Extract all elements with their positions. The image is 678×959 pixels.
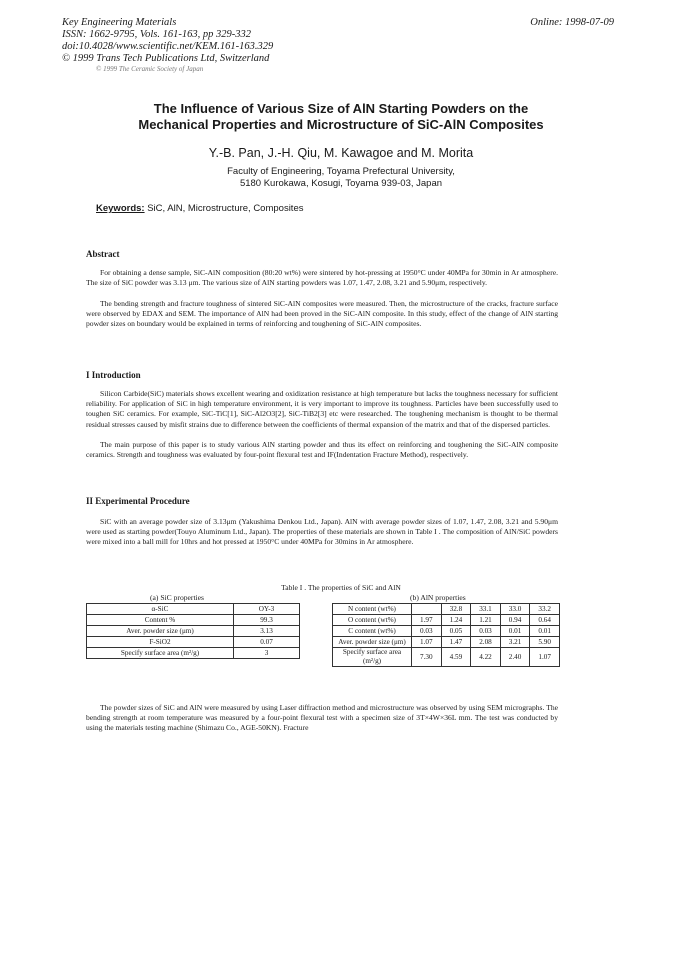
table-cell: 3.21 [500, 637, 530, 648]
table-cell: 99.3 [234, 615, 300, 626]
table-row [333, 626, 560, 637]
keywords-label: Keywords: [96, 203, 145, 214]
doi-line: doi:10.4028/www.scientific.net/KEM.161-163.329 [62, 41, 274, 52]
table-cell: 32.8 [441, 604, 471, 615]
table-a-subtitle: (a) SiC properties [150, 593, 204, 602]
table-cell: 2.40 [500, 648, 530, 667]
faint-society-line: © 1999 The Ceramic Society of Japan [96, 65, 204, 73]
table-cell: 33.0 [500, 604, 530, 615]
table-cell: Aver. powder size (μm) [87, 626, 234, 637]
table-b-subtitle: (b) AlN properties [410, 593, 466, 602]
table-cell: 0.03 [412, 626, 442, 637]
issn-line: ISSN: 1662-9795, Vols. 161-163, pp 329-332 [62, 29, 251, 40]
table-cell: 1.24 [441, 615, 471, 626]
table-cell: 4.59 [441, 648, 471, 667]
table-cell: Aver. powder size (μm) [333, 637, 412, 648]
table-cell: 5.90 [530, 637, 560, 648]
table-cell: 7.30 [412, 648, 442, 667]
table-row [87, 648, 300, 659]
table-row [87, 604, 300, 615]
table-row [333, 604, 560, 615]
table-cell: 4.22 [471, 648, 501, 667]
table-cell: 0.03 [471, 626, 501, 637]
intro-paragraph-1: Silicon Carbide(SiC) materials shows excellent wearing and oxidization resistance at high temperature but lacks the toughness necessary for sufficient reliability. For application of SiC in high temperature environment, it is very important to improve its toughness. Particles have been successfully used to toughen SiC ceramics. For example, SiC-TiC[1], SiC-Al2O3[2], SiC-TiB2[3] etc were researched. The toughening mechanism is thought to be thermal residual stresses caused by misfit strains due to difference between the coefficients of thermal expansion of the matrix and that of the dispersed particles. [86, 389, 558, 429]
author-list: Y.-B. Pan, J.-H. Qiu, M. Kawagoe and M. Morita [208, 146, 474, 160]
table-cell: 2.08 [471, 637, 501, 648]
table-cell: 0.64 [530, 615, 560, 626]
table-cell: 1.97 [412, 615, 442, 626]
intro-paragraph-2: The main purpose of this paper is to study various AlN starting powder and thus its effect on reinforcing and toughening the SiC-AlN composite ceramics. Strength and toughness was evaluated by four-point flexural test and IF(Indentation Fracture Method), respectively. [86, 440, 558, 460]
aln-properties-table [332, 603, 560, 667]
table-cell: 3 [234, 648, 300, 659]
experimental-paragraph-1: SiC with an average powder size of 3.13μm (Yakushima Denkou Ltd., Japan). AlN with average powder sizes of 1.07, 1.47, 2.08, 3.21 and 5.90μm were used as starting powder(Touyo Aluminum Ltd., Japan). The properties of these materials are shown in Table I . The composition of AlN/SiC powders were mixed into a ball mill for 10hrs and hot pressed at 1950°C under 40MPa for 30mins in Ar atmosphere. [86, 517, 558, 547]
table-cell [412, 604, 442, 615]
table-cell: 3.13 [234, 626, 300, 637]
journal-name: Key Engineering Materials [62, 17, 177, 28]
introduction-heading: I Introduction [86, 370, 141, 380]
table-cell: 0.07 [234, 637, 300, 648]
table-row [87, 626, 300, 637]
table-cell: 1.47 [441, 637, 471, 648]
online-date: Online: 1998-07-09 [530, 17, 614, 28]
table-cell: 33.2 [530, 604, 560, 615]
experimental-heading: II Experimental Procedure [86, 496, 190, 506]
table-cell: Content % [87, 615, 234, 626]
table-cell: 0.01 [530, 626, 560, 637]
table-cell: 1.21 [471, 615, 501, 626]
table-row [87, 637, 300, 648]
affiliation [80, 166, 602, 190]
paper-title [80, 101, 602, 133]
table-cell: 33.1 [471, 604, 501, 615]
abstract-paragraph-2: The bending strength and fracture toughness of sintered SiC-AlN composites were measured. Then, the microstructure of the cracks, fracture surface were observed by EDAX and SEM. The importance of AlN had been proved in the SiC-AlN composite. In this study, effect of the change of AlN starting powder sizes on boundary would be explained in terms of reinforcing and toughening of SiC-AlN composites. [86, 299, 558, 329]
table-cell: O content (wt%) [333, 615, 412, 626]
affiliation-line-1: Faculty of Engineering, Toyama Prefectural University, [227, 166, 455, 177]
table-cell: Specify surface area (m²/g) [333, 648, 412, 667]
keywords [96, 203, 303, 214]
table-row [87, 615, 300, 626]
table-row [333, 615, 560, 626]
table-cell: 1.07 [530, 648, 560, 667]
table-cell: Specify surface area (m²/g) [87, 648, 234, 659]
abstract-heading: Abstract [86, 249, 120, 259]
table-row [333, 648, 560, 667]
table-cell: N content (wt%) [333, 604, 412, 615]
affiliation-line-2: 5180 Kurokawa, Kosugi, Toyama 939-03, Japan [239, 178, 443, 189]
table-caption: Table I . The properties of SiC and AlN [281, 583, 401, 592]
keywords-text: SiC, AlN, Microstructure, Composites [147, 203, 304, 214]
abstract-paragraph-1: For obtaining a dense sample, SiC-AlN composition (80:20 wt%) were sintered by hot-pressing at 1950°C under 40MPa for 30min in Ar atmosphere. The size of SiC powder was 3.13 μm. The various size of AlN starting powders was 1.07, 1.47, 2.08, 3.21 and 5.90μm, respectively. [86, 268, 558, 288]
experimental-paragraph-2: The powder sizes of SiC and AlN were measured by using Laser diffraction method and microstructure was observed by using SEM micrographs. The bending strength at room temperature was measured by a four-point flexural test with a specimen size of 3T×4W×36L mm. The test was conducted by using the materials testing machine (Shimazu Co., AGE-50KN). Fracture [86, 703, 558, 733]
table-cell: 0.94 [500, 615, 530, 626]
table-cell: α-SiC [87, 604, 234, 615]
journal-header [62, 17, 273, 65]
table-cell: 0.01 [500, 626, 530, 637]
table-cell: C content (wt%) [333, 626, 412, 637]
copyright-line: © 1999 Trans Tech Publications Ltd, Switzerland [62, 53, 270, 64]
table-row [333, 637, 560, 648]
table-cell: 1.07 [412, 637, 442, 648]
table-cell: 0.05 [441, 626, 471, 637]
sic-properties-table [86, 603, 300, 659]
title-line-2: Mechanical Properties and Microstructure of SiC-AlN Composites [138, 117, 544, 132]
table-cell: F-SiO2 [87, 637, 234, 648]
title-line-1: The Influence of Various Size of AlN Starting Powders on the [153, 101, 529, 116]
table-cell: OY-3 [234, 604, 300, 615]
